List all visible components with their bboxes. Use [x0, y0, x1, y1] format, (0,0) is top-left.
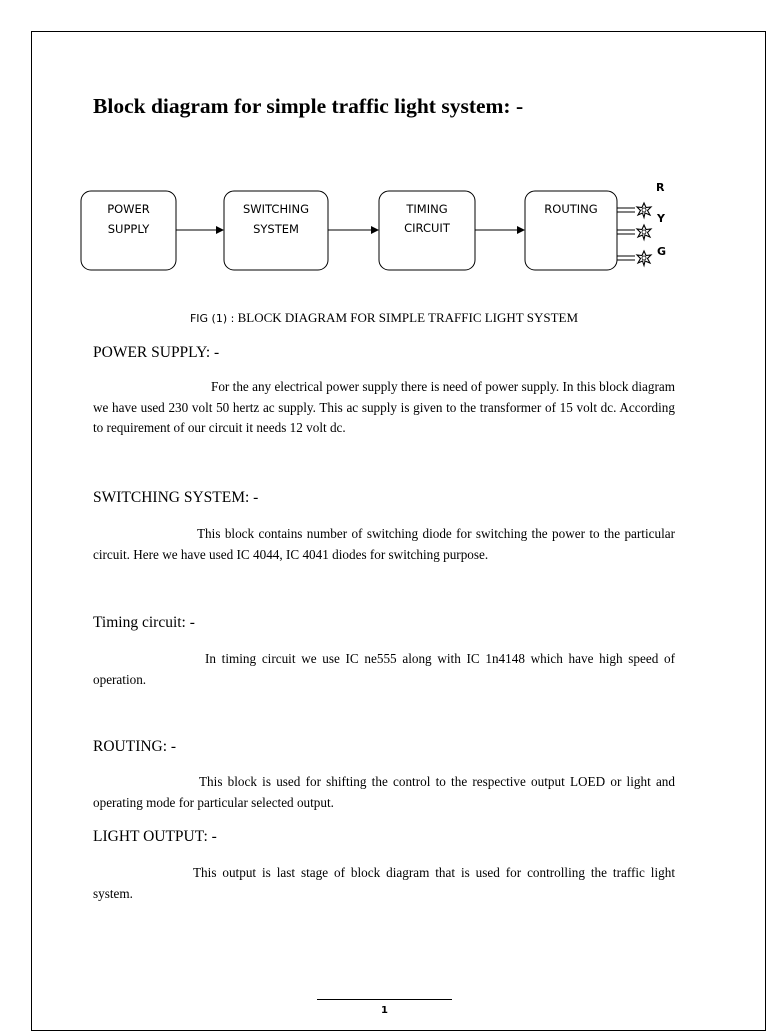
lamp-label-r: R — [656, 181, 665, 194]
figure-caption — [0, 310, 768, 326]
switching-system-label-line2: SYSTEM — [253, 222, 299, 236]
timing-circuit-label-line2: CIRCUIT — [404, 221, 450, 235]
light-output-paragraph: This output is last stage of block diagram that is used for controlling the traffic light system. — [93, 865, 675, 901]
figure-caption-text: BLOCK DIAGRAM FOR SIMPLE TRAFFIC LIGHT SYSTEM — [237, 310, 579, 325]
output-wires — [617, 208, 635, 260]
routing-paragraph: This block is used for shifting the control to the respective output LOED or light and operating mode for particular selected output. — [93, 774, 675, 810]
document-title: Block diagram for simple traffic light system: - — [93, 94, 524, 118]
block-diagram — [70, 172, 690, 282]
power-supply-paragraph: For the any electrical power supply there is need of power supply. In this block diagram we have used 230 volt 50 hertz ac supply. This ac supply is given to the transformer of 15 volt dc. According to requirement of our circuit it needs 12 volt dc. — [93, 379, 675, 435]
switching-system-label-line1: SWITCHING — [243, 202, 309, 216]
timing-circuit-paragraph: In timing circuit we use IC ne555 along with IC 1n4148 which have high speed of operation. — [93, 651, 675, 687]
timing-circuit-heading: Timing circuit: - — [93, 614, 195, 631]
switching-system-paragraph: This block contains number of switching diode for switching the power to the particular circuit. Here we have used IC 4044, IC 4041 diodes for switching purpose. — [93, 526, 675, 562]
yellow-lamp-icon — [637, 225, 651, 240]
lamp-label-y: Y — [657, 212, 665, 225]
routing-heading: ROUTING: - — [93, 738, 177, 755]
routing-block — [525, 191, 617, 270]
power-supply-label-line1: POWER — [107, 202, 150, 216]
power-supply-label-line2: SUPPLY — [107, 222, 150, 236]
light-output-heading: LIGHT OUTPUT: - — [93, 828, 217, 845]
red-lamp-icon — [637, 203, 651, 218]
power-supply-heading: POWER SUPPLY: - — [93, 344, 220, 361]
lamp-label-g: G — [657, 245, 667, 258]
timing-circuit-label-line1: TIMING — [406, 202, 448, 216]
switching-system-block — [224, 191, 328, 270]
page-number: 1 — [381, 1005, 388, 1016]
footer-rule — [317, 999, 452, 1000]
timing-circuit-block — [379, 191, 475, 270]
figure-label: FIG (1) : — [189, 312, 235, 325]
power-supply-block — [81, 191, 176, 270]
routing-label: ROUTING — [544, 202, 598, 216]
green-lamp-icon — [637, 251, 651, 266]
switching-system-heading: SWITCHING SYSTEM: - — [93, 489, 259, 506]
